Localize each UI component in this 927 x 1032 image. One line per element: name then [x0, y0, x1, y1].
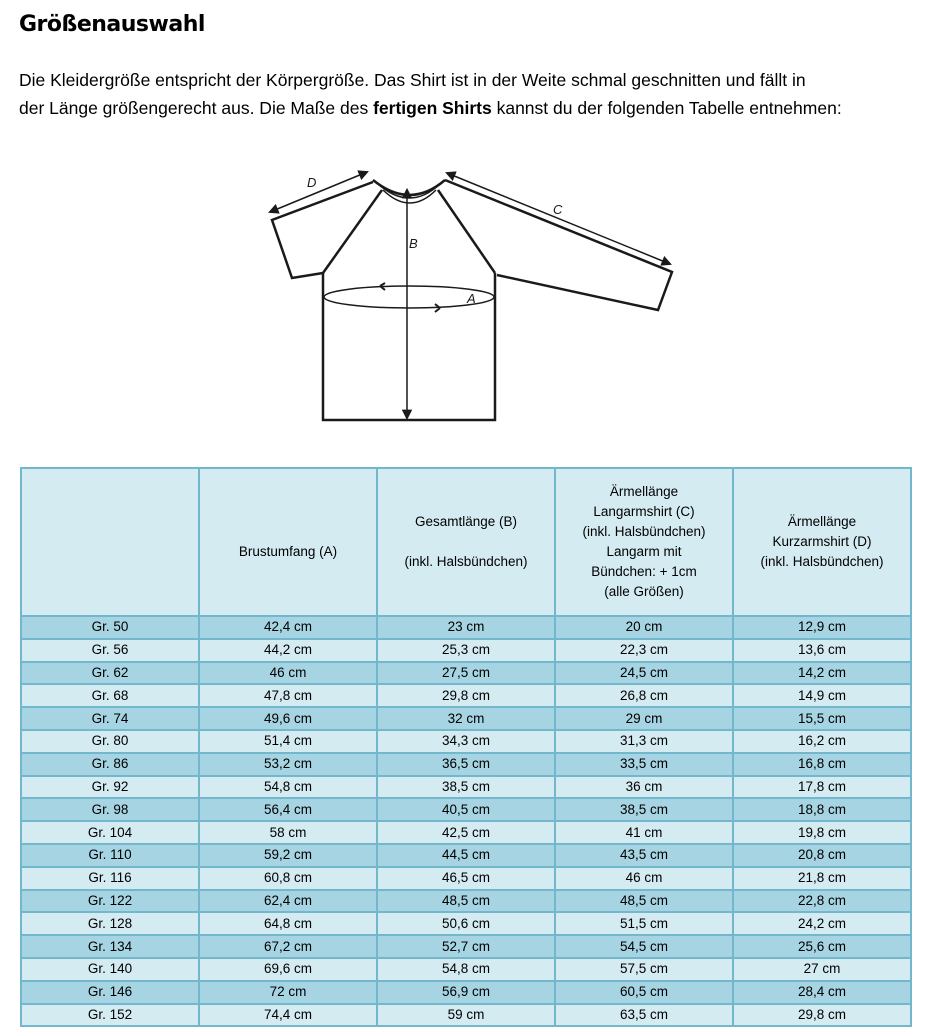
measurement-cell: 49,6 cm [199, 707, 377, 730]
intro-line-2-start: der Länge größengerecht aus. Die Maße des [19, 98, 374, 118]
measurement-cell: 18,8 cm [733, 798, 911, 821]
size-table [20, 467, 912, 1027]
size-label-cell: Gr. 98 [21, 798, 199, 821]
measurement-cell: 32 cm [377, 707, 555, 730]
arrow-d [270, 172, 367, 212]
column-header-line: Langarmshirt (C) [593, 504, 695, 519]
column-header-line: Kurzarmshirt (D) [772, 534, 872, 549]
measurement-cell: 29 cm [555, 707, 733, 730]
size-label-cell: Gr. 68 [21, 684, 199, 707]
table-row [21, 776, 911, 799]
intro-line-1: Die Kleidergröße entspricht der Körpergröße. Das Shirt ist in der Weite schmal geschnitten und fällt in [19, 70, 806, 90]
measurement-cell: 12,9 cm [733, 616, 911, 639]
measurement-cell: 43,5 cm [555, 844, 733, 867]
label-c: C [553, 202, 563, 217]
table-row [21, 821, 911, 844]
measurement-cell: 62,4 cm [199, 890, 377, 913]
measurement-cell: 64,8 cm [199, 912, 377, 935]
size-label-cell: Gr. 92 [21, 776, 199, 799]
measurement-cell: 47,8 cm [199, 684, 377, 707]
table-row [21, 958, 911, 981]
measurement-cell: 16,2 cm [733, 730, 911, 753]
size-label-cell: Gr. 74 [21, 707, 199, 730]
column-header-line: (alle Größen) [604, 584, 684, 599]
table-row [21, 867, 911, 890]
column-header [733, 468, 911, 616]
intro-line-2-end: kannst du der folgenden Tabelle entnehmen: [491, 98, 842, 118]
page-title: Größenauswahl [19, 12, 205, 37]
measurement-cell: 23 cm [377, 616, 555, 639]
measurement-cell: 69,6 cm [199, 958, 377, 981]
measurement-cell: 38,5 cm [555, 798, 733, 821]
measurement-cell: 54,8 cm [377, 958, 555, 981]
measurement-cell: 27 cm [733, 958, 911, 981]
measurement-cell: 40,5 cm [377, 798, 555, 821]
measurement-cell: 19,8 cm [733, 821, 911, 844]
size-label-cell: Gr. 62 [21, 662, 199, 685]
measurement-cell: 74,4 cm [199, 1004, 377, 1027]
measurement-cell: 21,8 cm [733, 867, 911, 890]
measurement-cell: 67,2 cm [199, 935, 377, 958]
measurement-cell: 14,9 cm [733, 684, 911, 707]
column-header-line: Bündchen: + 1cm [591, 564, 697, 579]
size-label-cell: Gr. 152 [21, 1004, 199, 1027]
column-header-line [378, 532, 554, 552]
measurement-cell: 42,4 cm [199, 616, 377, 639]
measurement-cell: 16,8 cm [733, 753, 911, 776]
shirt-measurement-diagram [260, 160, 680, 430]
measurement-cell: 51,4 cm [199, 730, 377, 753]
size-label-cell: Gr. 140 [21, 958, 199, 981]
column-header-line: Gesamtlänge (B) [414, 514, 518, 529]
column-header-line: (inkl. Halsbündchen) [760, 554, 884, 569]
size-label-cell: Gr. 104 [21, 821, 199, 844]
measurement-cell: 59 cm [377, 1004, 555, 1027]
column-header-line: Langarm mit [606, 544, 682, 559]
table-row [21, 912, 911, 935]
measurement-cell: 48,5 cm [377, 890, 555, 913]
measurement-cell: 29,8 cm [733, 1004, 911, 1027]
size-label-cell: Gr. 56 [21, 639, 199, 662]
measurement-cell: 53,2 cm [199, 753, 377, 776]
size-label-cell: Gr. 116 [21, 867, 199, 890]
intro-paragraph [19, 66, 919, 122]
table-row [21, 662, 911, 685]
size-label-cell: Gr. 128 [21, 912, 199, 935]
table-row [21, 844, 911, 867]
measurement-cell: 25,3 cm [377, 639, 555, 662]
table-row [21, 935, 911, 958]
table-row [21, 684, 911, 707]
table-row [21, 798, 911, 821]
column-header-line: Brustumfang (A) [238, 544, 338, 559]
column-header [21, 468, 199, 616]
measurement-cell: 56,4 cm [199, 798, 377, 821]
measurement-cell: 24,2 cm [733, 912, 911, 935]
measurement-cell: 25,6 cm [733, 935, 911, 958]
measurement-cell: 48,5 cm [555, 890, 733, 913]
measurement-cell: 20,8 cm [733, 844, 911, 867]
measurement-cell: 24,5 cm [555, 662, 733, 685]
measurement-cell: 52,7 cm [377, 935, 555, 958]
measurement-cell: 22,8 cm [733, 890, 911, 913]
measurement-cell: 46,5 cm [377, 867, 555, 890]
size-label-cell: Gr. 110 [21, 844, 199, 867]
measurement-cell: 59,2 cm [199, 844, 377, 867]
size-label-cell: Gr. 80 [21, 730, 199, 753]
column-header [555, 468, 733, 616]
measurement-cell: 50,6 cm [377, 912, 555, 935]
measurement-cell: 46 cm [199, 662, 377, 685]
measurement-cell: 27,5 cm [377, 662, 555, 685]
table-row [21, 1004, 911, 1027]
column-header-line: Ärmellänge [787, 514, 857, 529]
size-label-cell: Gr. 50 [21, 616, 199, 639]
column-header-line [22, 532, 198, 552]
label-b: B [409, 236, 418, 251]
column-header-line: (inkl. Halsbündchen) [582, 524, 706, 539]
measurement-cell: 54,8 cm [199, 776, 377, 799]
measurement-cell: 44,2 cm [199, 639, 377, 662]
measurement-cell: 29,8 cm [377, 684, 555, 707]
table-header-row [21, 468, 911, 616]
size-label-cell: Gr. 146 [21, 981, 199, 1004]
table-row [21, 707, 911, 730]
measurement-cell: 41 cm [555, 821, 733, 844]
measurement-cell: 33,5 cm [555, 753, 733, 776]
measurement-cell: 14,2 cm [733, 662, 911, 685]
measurement-cell: 60,8 cm [199, 867, 377, 890]
table-row [21, 616, 911, 639]
measurement-cell: 36,5 cm [377, 753, 555, 776]
column-header-line: Ärmellänge [609, 484, 679, 499]
measurement-cell: 22,3 cm [555, 639, 733, 662]
measurement-cell: 13,6 cm [733, 639, 911, 662]
column-header-line: (inkl. Halsbündchen) [404, 554, 528, 569]
measurement-cell: 63,5 cm [555, 1004, 733, 1027]
measurement-cell: 17,8 cm [733, 776, 911, 799]
label-a: A [467, 291, 476, 306]
measurement-cell: 28,4 cm [733, 981, 911, 1004]
measurement-cell: 57,5 cm [555, 958, 733, 981]
measurement-cell: 58 cm [199, 821, 377, 844]
measurement-cell: 54,5 cm [555, 935, 733, 958]
size-label-cell: Gr. 134 [21, 935, 199, 958]
measurement-cell: 72 cm [199, 981, 377, 1004]
measurement-cell: 38,5 cm [377, 776, 555, 799]
intro-bold-text: fertigen Shirts [373, 98, 492, 118]
measurement-cell: 34,3 cm [377, 730, 555, 753]
label-d: D [307, 175, 317, 190]
measurement-cell: 60,5 cm [555, 981, 733, 1004]
measurement-cell: 42,5 cm [377, 821, 555, 844]
measurement-cell: 20 cm [555, 616, 733, 639]
measurement-cell: 44,5 cm [377, 844, 555, 867]
table-row [21, 639, 911, 662]
table-row [21, 981, 911, 1004]
table-row [21, 890, 911, 913]
measurement-cell: 36 cm [555, 776, 733, 799]
measurement-cell: 56,9 cm [377, 981, 555, 1004]
measurement-cell: 46 cm [555, 867, 733, 890]
size-label-cell: Gr. 122 [21, 890, 199, 913]
table-row [21, 753, 911, 776]
size-label-cell: Gr. 86 [21, 753, 199, 776]
measurement-cell: 31,3 cm [555, 730, 733, 753]
table-row [21, 730, 911, 753]
column-header [377, 468, 555, 616]
measurement-cell: 51,5 cm [555, 912, 733, 935]
column-header [199, 468, 377, 616]
measurement-cell: 15,5 cm [733, 707, 911, 730]
measurement-cell: 26,8 cm [555, 684, 733, 707]
